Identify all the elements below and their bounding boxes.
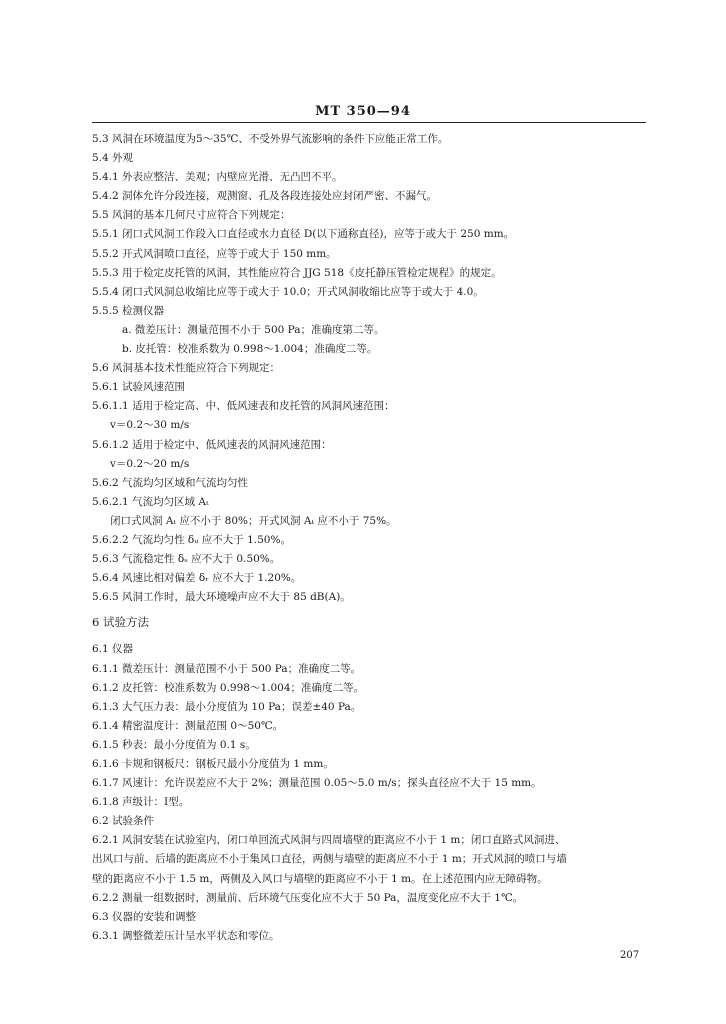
clause-6-1-4: 6.1.4 精密温度计：测量范围 0～50℃。 — [92, 719, 284, 732]
clause-5-6-2-2: 5.6.2.2 气流均匀性 δᵤ 应不大于 1.50%。 — [92, 533, 291, 546]
clause-5-5-4: 5.5.4 闭口式风洞总收缩比应等于或大于 10.0；开式风洞收缩比应等于或大于 4.0。 — [92, 285, 484, 298]
clause-6-1-8: 6.1.8 声级计：Ⅰ型。 — [92, 796, 190, 809]
clause-5-6-2: 5.6.2 气流均匀区域和气流均匀性 — [92, 476, 249, 489]
clause-6-2-1-cont-1: 出风口与前、后墙的距离应不小于集风口直径，两侧与墙壁的距离应不小于 1 m；开式风洞的喷口与墙 — [92, 853, 567, 866]
clause-5-6-1: 5.6.1 试验风速范围 — [92, 381, 186, 394]
clause-5-6-2-1-text: 闭口式风洞 Aₜ 应不小于 80%；开式风洞 Aₜ 应不小于 75%。 — [110, 514, 397, 527]
clause-5-5-1: 5.5.1 闭口式风洞工作段入口直径或水力直径 D(以下通称直径)，应等于或大于 250 mm。 — [92, 228, 515, 241]
header-rule — [92, 122, 646, 123]
clause-5-6: 5.6 风洞基本技术性能应符合下列规定： — [92, 362, 281, 375]
clause-5-5-3: 5.5.3 用于检定皮托管的风洞，其性能应符合 JJG 518《皮托静压管检定规程》的规定。 — [92, 266, 502, 279]
clause-6-1-7: 6.1.7 风速计：允许误差应不大于 2%；测量范围 0.05～5.0 m/s；探头直径应不大于 15 mm。 — [92, 777, 542, 790]
clause-6-1-6: 6.1.6 卡规和钢板尺：钢板尺最小分度值为 1 mm。 — [92, 758, 334, 770]
clause-6-2-1-cont-2: 壁的距离应不小于 1.5 m，两侧及入风口与墙壁的距离应不小于 1 m。在上述范围内应无障碍物。 — [92, 872, 548, 885]
section-6-heading: 6 试验方法 — [92, 615, 149, 630]
clause-6-3-1: 6.3.1 调整微差压计呈水平状态和零位。 — [92, 929, 280, 942]
clause-5-5-2: 5.5.2 开式风洞喷口直径，应等于或大于 150 mm。 — [92, 247, 337, 260]
clause-5-3: 5.3 风洞在环境温度为5～35℃、不受外界气流影响的条件下应能正常工作。 — [92, 133, 449, 145]
clause-5-6-1-2: 5.6.1.2 适用于检定中、低风速表的风洞风速范围： — [92, 438, 332, 451]
page-header: MT 350—94 — [315, 104, 411, 119]
clause-6-2: 6.2 试验条件 — [92, 815, 155, 828]
clause-6-1-2: 6.1.2 皮托管：校准系数为 0.998～1.004；准确度二等。 — [92, 681, 365, 694]
clause-5-6-5: 5.6.5 风洞工作时，最大环境噪声应不大于 85 dB(A)。 — [92, 591, 351, 604]
clause-6-1-1: 6.1.1 微差压计：测量范围不小于 500 Pa；准确度二等。 — [92, 662, 362, 675]
clause-6-2-1: 6.2.1 风洞安装在试验室内，闭口单回流式风洞与四周墙壁的距离应不小于 1 m；闭口直路式风洞进、 — [92, 834, 566, 847]
clause-5-4-2: 5.4.2 洞体允许分段连接，观测窗、孔及各段连接处应封闭严密、不漏气。 — [92, 190, 438, 203]
clause-5-5: 5.5 风洞的基本几何尺寸应符合下列规定： — [92, 209, 291, 222]
formula-range-2: v＝0.2～20 m/s — [110, 457, 190, 470]
clause-5-4: 5.4 外观 — [92, 152, 134, 165]
clause-5-6-2-1: 5.6.2.1 气流均匀区域 Aₜ — [92, 495, 209, 508]
clause-6-1: 6.1 仪器 — [92, 643, 134, 656]
clause-5-6-1-1: 5.6.1.1 适用于检定高、中、低风速表和皮托管的风洞风速范围： — [92, 400, 395, 413]
clause-5-4-1: 5.4.1 外表应整洁、美观；内壁应光滑、无凸凹不平。 — [92, 171, 343, 184]
document-body — [92, 130, 652, 946]
clause-5-5-5: 5.5.5 检测仪器 — [92, 304, 165, 317]
page-number: 207 — [620, 950, 640, 961]
clause-5-6-3: 5.6.3 气流稳定性 δₛ 应不大于 0.50%。 — [92, 553, 281, 566]
clause-6-2-2: 6.2.2 测量一组数据时，测量前、后环境气压变化应不大于 50 Pa，温度变化应不大于 1℃。 — [92, 891, 524, 904]
item-b: b. 皮托管：校准系数为 0.998～1.004；准确度二等。 — [122, 343, 378, 356]
item-a: a. 微差压计：测量范围不小于 500 Pa；准确度第二等。 — [122, 323, 385, 336]
clause-6-1-3: 6.1.3 大气压力表：最小分度值为 10 Pa；误差±40 Pa。 — [92, 700, 362, 713]
clause-6-3: 6.3 仪器的安装和调整 — [92, 910, 197, 923]
formula-range-1: v＝0.2～30 m/s — [110, 419, 190, 432]
clause-5-6-4: 5.6.4 风速比相对偏差 δᵣ 应不大于 1.20%。 — [92, 572, 302, 585]
clause-6-1-5: 6.1.5 秒表：最小分度值为 0.1 s。 — [92, 738, 256, 751]
